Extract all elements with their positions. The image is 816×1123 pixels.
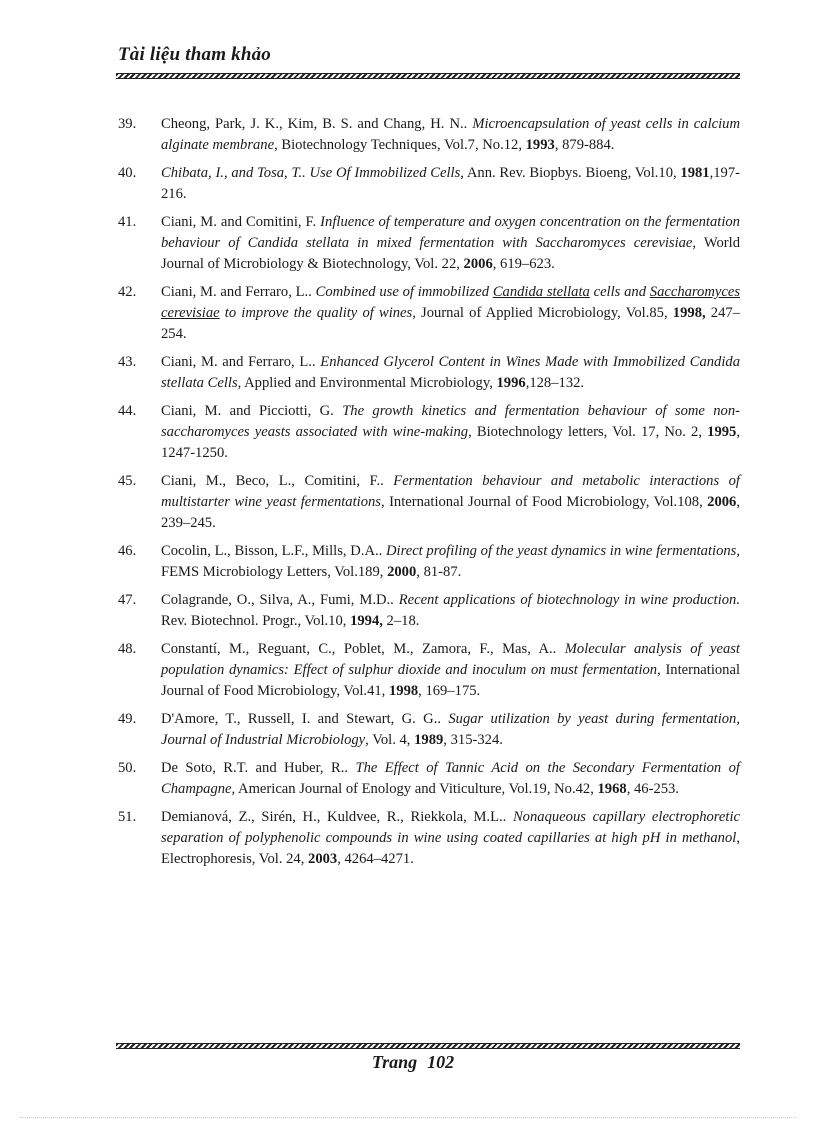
reference-number: 40. (118, 165, 137, 181)
reference-text: 1993 (525, 137, 555, 153)
reference-item (118, 401, 740, 464)
reference-item (118, 471, 740, 534)
reference-text: D'Amore, T., Russell, I. and Stewart, G. G.. (161, 711, 449, 727)
reference-text: Rev. Biotechnol. Progr., Vol.10, (161, 613, 351, 629)
reference-text: 1998 (388, 683, 419, 699)
reference-item (118, 758, 740, 800)
reference-text: , Applied and Environmental Microbiology, (237, 375, 497, 391)
reference-text: Fermentation behaviour and metabolic interactions of multistarter wine yeast fermentations (161, 473, 740, 510)
reference-text: Influence of temperature and oxygen concentration on the fermentation behaviour of Candida stellata in mixed fermentation with Saccharomyces cerevisiae (161, 214, 740, 251)
reference-text: , International Journal of Food Microbiology, Vol.108, (381, 494, 708, 510)
reference-text: , 81-87. (416, 564, 462, 580)
reference-text: , 619–623. (492, 256, 555, 272)
reference-item (118, 212, 740, 275)
reference-number: 46. (118, 543, 137, 559)
reference-text: Constantí, M., Reguant, C., Poblet, M., Zamora, F., Mas, A.. (161, 641, 565, 657)
reference-text: Cocolin, L., Bisson, L.F., Mills, D.A.. (161, 543, 386, 559)
reference-text: , 169–175. (418, 683, 481, 699)
header-divider (116, 73, 740, 79)
reference-item (118, 541, 740, 583)
reference-number: 49. (118, 711, 137, 727)
reference-text: Ciani, M., Beco, L., Comitini, F.. (161, 473, 394, 489)
reference-text: to improve the quality of wines, (219, 305, 416, 321)
reference-item (118, 352, 740, 394)
reference-text: , Vol. 4, (365, 732, 415, 748)
reference-number: 39. (118, 116, 137, 132)
reference-text: , 315-324. (443, 732, 503, 748)
footer-divider (116, 1043, 740, 1049)
reference-text: Ciani, M. and Picciotti, G. (161, 403, 343, 419)
reference-text: Demianová, Z., Sirén, H., Kuldvee, R., Riekkola, M.L.. (161, 809, 513, 825)
reference-text: Candida stellata (492, 284, 590, 300)
reference-text: 1995 (707, 424, 737, 440)
reference-text: 1998, (672, 305, 706, 321)
reference-text: 2003 (308, 851, 338, 867)
reference-item (118, 807, 740, 870)
reference-text: 2006 (463, 256, 493, 272)
reference-number: 42. (118, 284, 137, 300)
reference-number: 45. (118, 473, 137, 489)
reference-text: , 879-884. (554, 137, 615, 153)
reference-text: Sugar utilization by yeast during fermentation, Journal of Industrial Microbiology (161, 711, 740, 748)
reference-text: 1981 (680, 165, 710, 181)
reference-text: 2–18. (382, 613, 420, 629)
reference-text: , Biotechnology letters, Vol. 17, No. 2, (468, 424, 708, 440)
reference-text: 247–254. (161, 305, 740, 342)
reference-text: 1989 (414, 732, 444, 748)
reference-text: Saccharomyces cerevisiae (161, 284, 740, 321)
reference-item (118, 590, 740, 632)
reference-text: , World Journal of Microbiology & Biotechnology, Vol. 22, (161, 235, 741, 272)
reference-text: Ciani, M. and Comitini, F. (161, 214, 321, 230)
footer-label: Trang (371, 1052, 418, 1072)
reference-text: Recent applications of biotechnology in wine production. (398, 592, 740, 608)
reference-text: Direct profiling of the yeast dynamics in wine fermentations, (385, 543, 740, 559)
reference-item (118, 639, 740, 702)
reference-text: American Journal of Enology and Viticulture, Vol.19, No.42, (235, 781, 598, 797)
reference-text: , Electrophoresis, Vol. 24, (161, 830, 740, 867)
reference-number: 44. (118, 403, 137, 419)
reference-text: , Biotechnology Techniques, Vol.7, No.12, (274, 137, 526, 153)
reference-text: De Soto, R.T. and Huber, R.. (161, 760, 356, 776)
reference-item (118, 709, 740, 751)
reference-text: , Ann. Rev. Biopbys. Bioeng, Vol.10, (460, 165, 681, 181)
page-number: 102 (427, 1052, 455, 1072)
reference-number: 43. (118, 354, 137, 370)
reference-text: Cheong, Park, J. K., Kim, B. S. and Chang, H. N.. (161, 116, 473, 132)
reference-number: 48. (118, 641, 137, 657)
reference-text: Enhanced Glycerol Content in Wines Made with Immobilized Candida stellata Cells (161, 354, 740, 391)
reference-text: FEMS Microbiology Letters, Vol.189, (161, 564, 388, 580)
reference-text: 2006 (707, 494, 737, 510)
reference-text: The Effect of Tannic Acid on the Secondary Fermentation of Champagne, (161, 760, 740, 797)
reference-text: , 46-253. (626, 781, 679, 797)
reference-text: 1968 (597, 781, 627, 797)
reference-text: Colagrande, O., Silva, A., Fumi, M.D.. (161, 592, 399, 608)
reference-number: 41. (118, 214, 137, 230)
reference-text: , 4264–4271. (337, 851, 414, 867)
reference-number: 50. (118, 760, 137, 776)
reference-item (118, 163, 740, 205)
reference-text: Chibata, I., and Tosa, T.. Use Of Immobilized Cells (161, 165, 461, 181)
reference-text: Ciani, M. and Ferraro, L.. (161, 354, 321, 370)
reference-number: 47. (118, 592, 137, 608)
reference-item (118, 282, 740, 345)
reference-text: ,197-216. (161, 165, 740, 202)
reference-text: ,128–132. (525, 375, 585, 391)
reference-number: 51. (118, 809, 137, 825)
reference-list (118, 114, 740, 877)
reference-text: Ciani, M. and Ferraro, L.. (161, 284, 316, 300)
reference-text: Nonaqueous capillary electrophoretic separation of polyphenolic compounds in wine using coated capillaries at high pH in methanol (161, 809, 740, 846)
reference-text: Microencapsulation of yeast cells in calcium alginate membrane (161, 116, 740, 153)
reference-text: Molecular analysis of yeast population dynamics: Effect of sulphur dioxide and inoculum on must fermentation (161, 641, 740, 678)
reference-text: The growth kinetics and fermentation behaviour of some non-saccharomyces yeasts associated with wine-making (161, 403, 740, 440)
reference-text: 1996 (496, 375, 526, 391)
reference-item (118, 114, 740, 156)
reference-text: 1994, (350, 613, 383, 629)
reference-text: , 239–245. (161, 494, 740, 531)
reference-text: cells and (589, 284, 650, 300)
reference-text: Journal of Applied Microbiology, Vol.85, (415, 305, 673, 321)
reference-text: , 1247-1250. (161, 424, 740, 461)
reference-text: 2000 (387, 564, 417, 580)
page-header-title: Tài liệu tham khảo (118, 44, 271, 65)
page-edge-divider (20, 1117, 796, 1118)
reference-text: , International Journal of Food Microbiology, Vol.41, (161, 662, 740, 699)
page-footer (0, 1052, 816, 1073)
reference-text: Combined use of immobilized (315, 284, 493, 300)
